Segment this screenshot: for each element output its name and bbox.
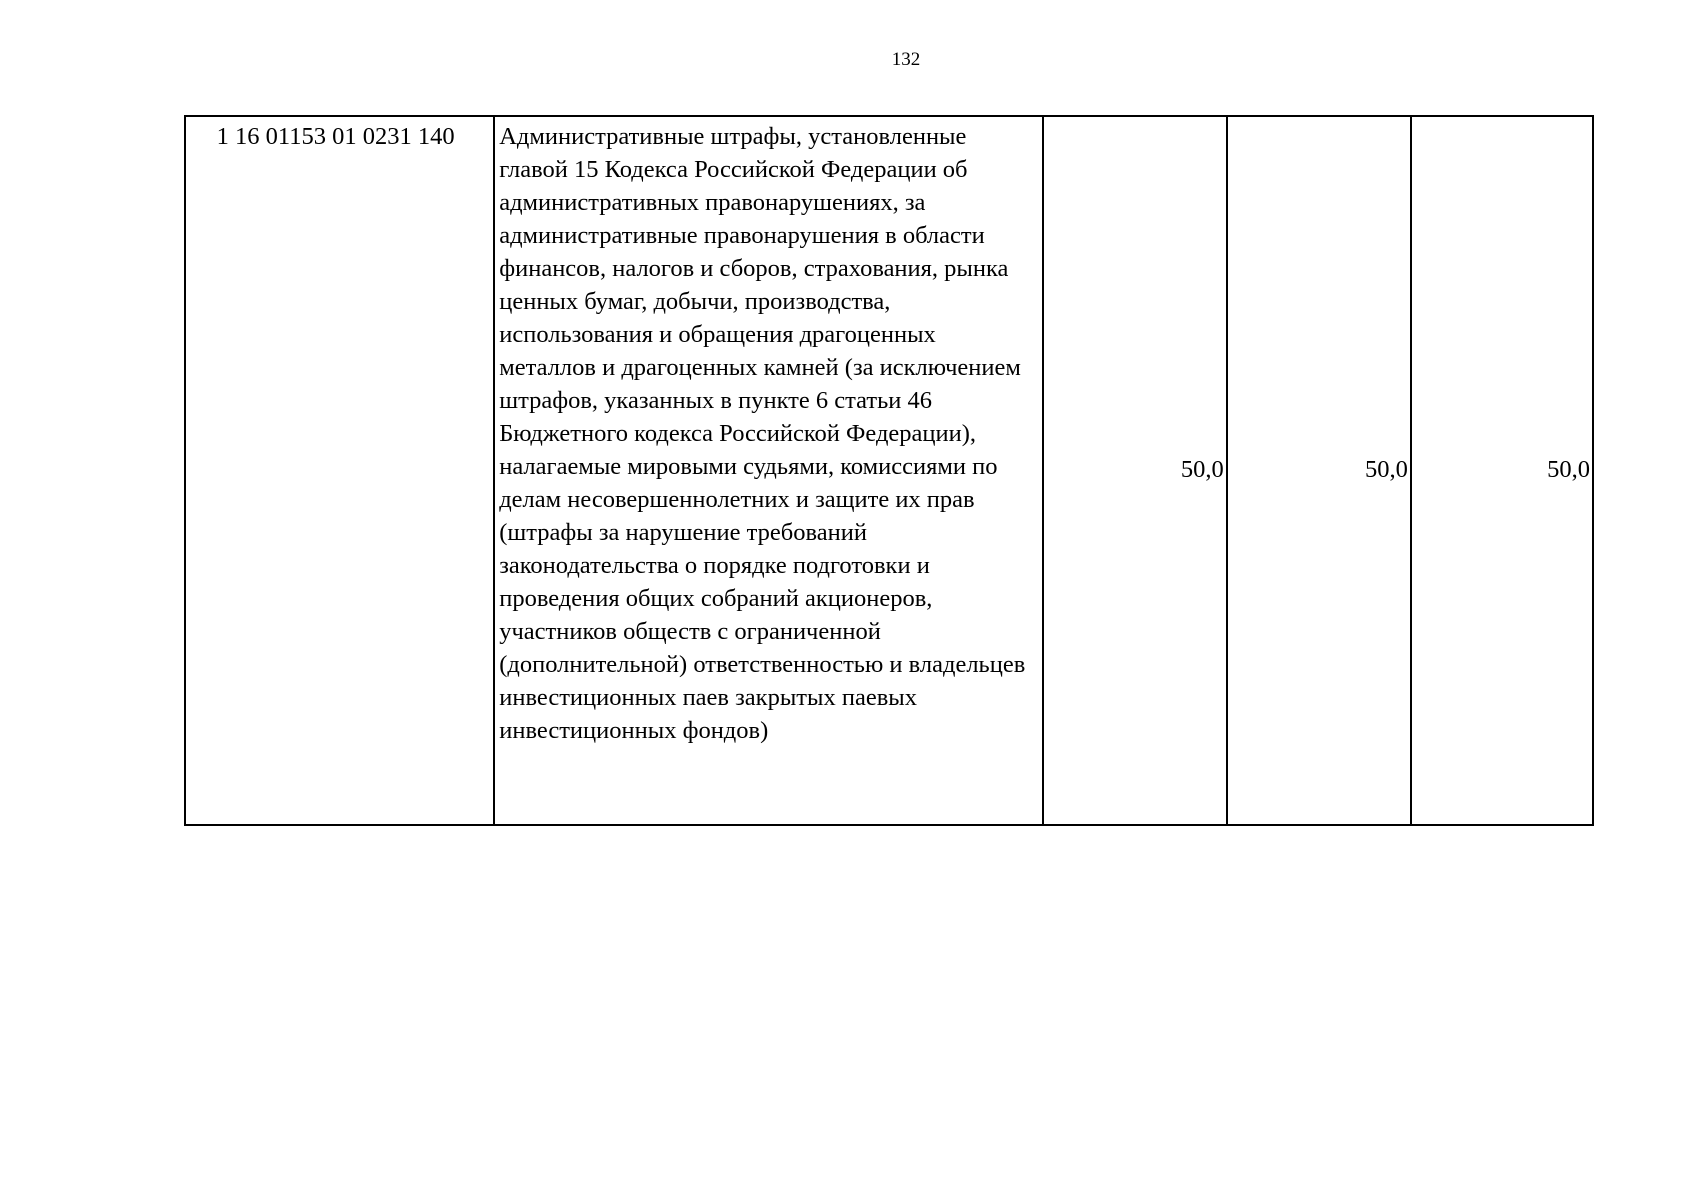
- table-row: [185, 116, 1593, 825]
- budget-table: [184, 115, 1594, 826]
- amount-cell-year-2: 50,0: [1227, 116, 1411, 825]
- budget-code-cell: 1 16 01153 01 0231 140: [185, 116, 494, 825]
- amount-cell-year-1: 50,0: [1043, 116, 1227, 825]
- revenue-description-cell: Административные штрафы, установленные главой 15 Кодекса Российской Федерации об административных правонарушениях, за административные правонарушения в области финансов, налогов и сборов, страхования, рынка ценных бумаг, добычи, производства, использования и обращения драгоценных металлов и драгоценных камней (за исключением штрафов, указанных в пункте 6 статьи 46 Бюджетного кодекса Российской Федерации), налагаемые мировыми судьями, комиссиями по делам несовершеннолетних и защите их прав (штрафы за нарушение требований законодательства о порядке подготовки и проведения общих собраний акционеров, участников обществ с ограниченной (дополнительной) ответственностью и владельцев инвестиционных паев закрытых паевых инвестиционных фондов): [494, 116, 1042, 825]
- page-number: 132: [891, 49, 921, 70]
- amount-cell-year-3: 50,0: [1411, 116, 1593, 825]
